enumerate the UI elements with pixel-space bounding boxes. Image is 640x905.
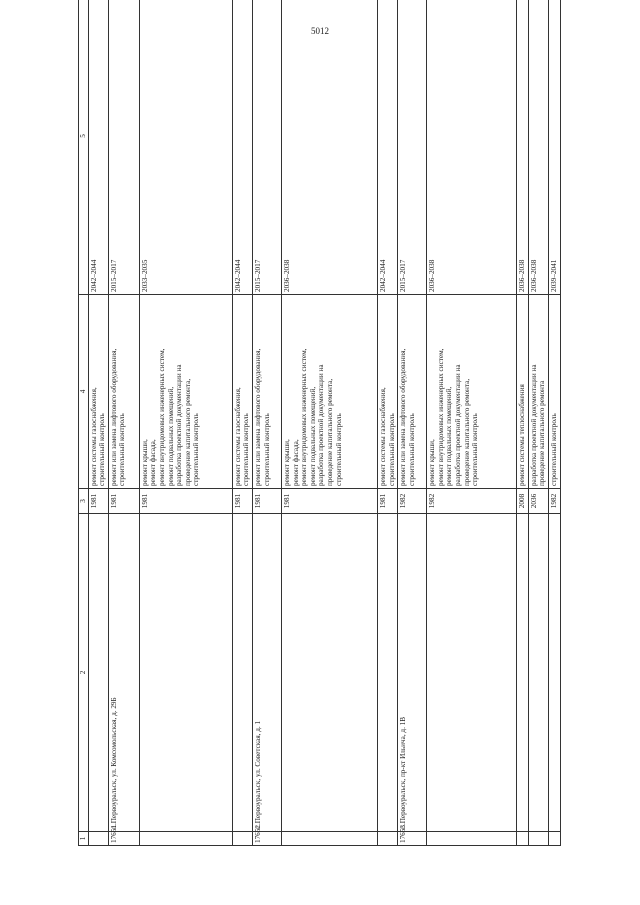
- address-cell: [427, 514, 517, 832]
- works-cell: [528, 295, 548, 489]
- year-cell: 2036: [528, 489, 548, 514]
- year-cell: 2008: [517, 489, 529, 514]
- work-line: строительный контроль: [118, 413, 127, 486]
- works-cell: [548, 295, 560, 489]
- work-line: строительный контроль: [262, 413, 271, 486]
- address-cell: [528, 514, 548, 832]
- work-line: строительный контроль: [334, 413, 343, 486]
- address-cell: г. Первоуральск, пр-кт Ильича, д. 1В: [398, 514, 427, 832]
- table-row: [517, 0, 529, 846]
- work-line: ремонт крыши,: [282, 439, 291, 486]
- year-cell: 1982: [398, 489, 427, 514]
- period-cell: 2042–2044: [377, 0, 397, 295]
- work-line: строительный контроль: [471, 413, 480, 486]
- work-line: ремонт системы газоснабжения,: [378, 387, 387, 486]
- work-line: строительный контроль: [192, 413, 201, 486]
- table-row: [548, 0, 560, 846]
- address-cell: [232, 514, 252, 832]
- row-number-cell: [548, 832, 560, 846]
- work-line: проведение капитального ремонта: [538, 380, 547, 486]
- work-line: проведение капитального ремонта,: [183, 378, 192, 486]
- year-cell: 1981: [377, 489, 397, 514]
- row-number-cell: [517, 832, 529, 846]
- works-cell: [377, 295, 397, 489]
- work-line: ремонт или замена лифтового оборудования,: [109, 348, 118, 486]
- work-line: строительный контроль: [407, 413, 416, 486]
- work-line: строительный контроль: [549, 413, 558, 486]
- address-cell: [548, 514, 560, 832]
- work-line: строительный контроль: [387, 413, 396, 486]
- work-line: ремонт крыши,: [428, 439, 437, 486]
- year-cell: 1981: [88, 489, 108, 514]
- table-row: [108, 0, 139, 846]
- work-line: ремонт системы газоснабжения,: [233, 387, 242, 486]
- table-row: [232, 0, 252, 846]
- works-cell: [427, 295, 517, 489]
- work-line: ремонт системы теплоснабжения: [518, 384, 527, 486]
- year-cell: 1981: [281, 489, 377, 514]
- period-cell: 2042–2044: [88, 0, 108, 295]
- row-number-cell: 17652.: [252, 832, 281, 846]
- table-row: [398, 0, 427, 846]
- works-cell: [232, 295, 252, 489]
- work-line: разработка проектной документации на: [529, 364, 538, 486]
- table-row: [377, 0, 397, 846]
- address-cell: г. Первоуральск, ул. Советская, д. 1: [252, 514, 281, 832]
- period-cell: 2042–2044: [232, 0, 252, 295]
- period-cell: 2015–2017: [398, 0, 427, 295]
- year-cell: 1981: [252, 489, 281, 514]
- work-line: разработка проектной документации на: [317, 364, 326, 486]
- page-number: 5012: [311, 26, 329, 36]
- work-line: разработка проектной документации на: [453, 364, 462, 486]
- work-line: ремонт или замена лифтового оборудования,: [399, 348, 408, 486]
- period-cell: 2015–2017: [108, 0, 139, 295]
- works-cell: [139, 295, 232, 489]
- period-cell: 2036–2038: [281, 0, 377, 295]
- period-cell: 2036–2038: [517, 0, 529, 295]
- work-line: ремонт фасада,: [291, 439, 300, 486]
- works-cell: [517, 295, 529, 489]
- work-line: ремонт подвальных помещений,: [308, 386, 317, 486]
- address-cell: [88, 514, 108, 832]
- column-number-row: [79, 0, 89, 846]
- work-line: проведение капитального ремонта,: [462, 378, 471, 486]
- row-number-cell: [377, 832, 397, 846]
- work-line: ремонт подвальных помещений,: [445, 386, 454, 486]
- column-header: 5: [79, 0, 89, 295]
- year-cell: 1981: [139, 489, 232, 514]
- work-line: проведение капитального ремонта,: [325, 378, 334, 486]
- address-cell: [139, 514, 232, 832]
- address-cell: г. Первоуральск, ул. Комсомольская, д. 29Б: [108, 514, 139, 832]
- column-header: 4: [79, 295, 89, 489]
- work-line: ремонт системы газоснабжения,: [89, 387, 98, 486]
- works-cell: [281, 295, 377, 489]
- row-number-cell: [427, 832, 517, 846]
- year-cell: 1982: [427, 489, 517, 514]
- row-number-cell: 17653.: [398, 832, 427, 846]
- table-row: [528, 0, 548, 846]
- rotated-table-container: [78, 0, 576, 846]
- capital-repair-table: [78, 0, 561, 846]
- table-row: [139, 0, 232, 846]
- work-line: ремонт внутридомовых инженерных систем,: [436, 348, 445, 486]
- row-number-cell: [139, 832, 232, 846]
- period-cell: 2036–2038: [528, 0, 548, 295]
- row-number-cell: 17651.: [108, 832, 139, 846]
- year-cell: 1982: [548, 489, 560, 514]
- work-line: разработка проектной документации на: [175, 364, 184, 486]
- works-cell: [88, 295, 108, 489]
- period-cell: 2036–2038: [427, 0, 517, 295]
- work-line: строительный контроль: [98, 413, 107, 486]
- address-cell: [281, 514, 377, 832]
- table-row: [252, 0, 281, 846]
- work-line: ремонт фасада,: [149, 439, 158, 486]
- work-line: ремонт крыши,: [140, 439, 149, 486]
- column-header: 3: [79, 489, 89, 514]
- work-line: ремонт внутридомовых инженерных систем,: [300, 348, 309, 486]
- table-row: [88, 0, 108, 846]
- period-cell: 2015–2017: [252, 0, 281, 295]
- row-number-cell: [281, 832, 377, 846]
- row-number-cell: [232, 832, 252, 846]
- table-row: [427, 0, 517, 846]
- works-cell: [398, 295, 427, 489]
- year-cell: 1981: [232, 489, 252, 514]
- works-cell: [108, 295, 139, 489]
- work-line: ремонт или замена лифтового оборудования,: [253, 348, 262, 486]
- period-cell: 2039–2041: [548, 0, 560, 295]
- column-header: 2: [79, 514, 89, 832]
- work-line: строительный контроль: [242, 413, 251, 486]
- table-row: [281, 0, 377, 846]
- address-cell: [517, 514, 529, 832]
- works-cell: [252, 295, 281, 489]
- period-cell: 2033–2035: [139, 0, 232, 295]
- year-cell: 1981: [108, 489, 139, 514]
- row-number-cell: [528, 832, 548, 846]
- work-line: ремонт подвальных помещений,: [166, 386, 175, 486]
- column-header: 1: [79, 832, 89, 846]
- work-line: ремонт внутридомовых инженерных систем,: [157, 348, 166, 486]
- address-cell: [377, 514, 397, 832]
- row-number-cell: [88, 832, 108, 846]
